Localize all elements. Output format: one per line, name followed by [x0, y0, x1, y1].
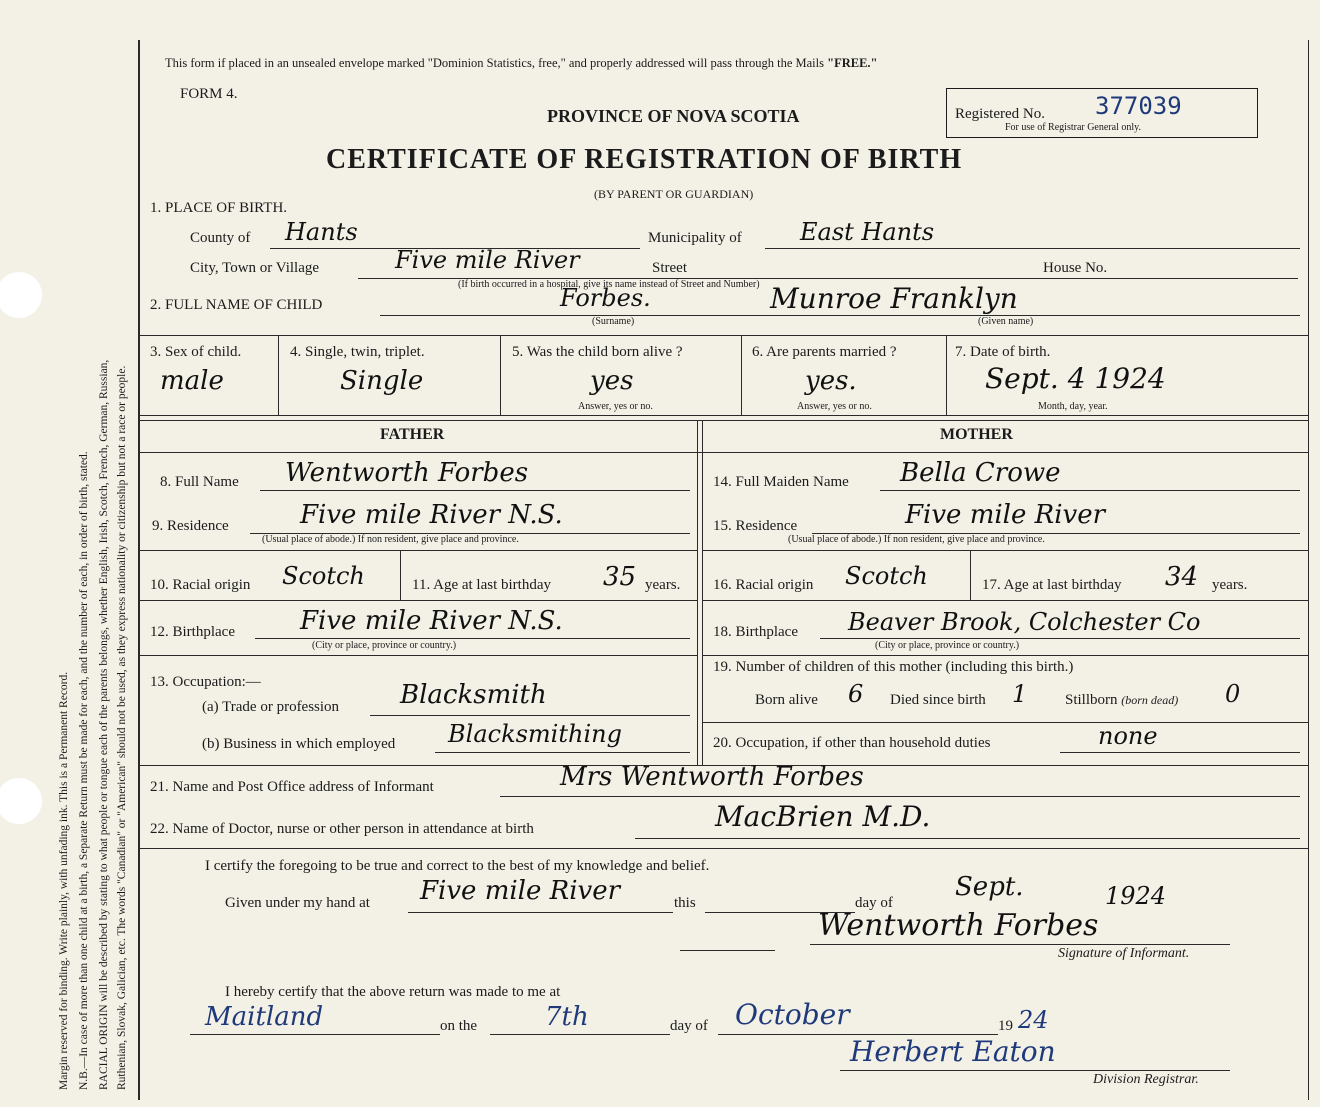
doctor-bottom-line — [140, 848, 1308, 849]
day-of-label: day of — [855, 895, 893, 911]
father-birthplace-value: Five mile River N.S. — [300, 606, 563, 636]
child-name-line — [380, 315, 1300, 316]
province-heading: PROVINCE OF NOVA SCOTIA — [547, 106, 800, 126]
mother-residence-value: Five mile River — [905, 500, 1106, 530]
father-business-value: Blacksmithing — [448, 720, 622, 748]
form-right-border — [1308, 40, 1309, 1100]
mother-children-line — [702, 722, 1308, 723]
row-line-2 — [140, 420, 1308, 421]
informant-line — [500, 796, 1300, 797]
married-value: yes. — [805, 366, 857, 396]
signature-caption: Signature of Informant. — [1058, 946, 1190, 961]
father-years-label: years. — [645, 577, 681, 593]
informant-signature: Wentworth Forbes — [818, 908, 1099, 943]
given-place-line — [408, 912, 673, 913]
alive-note: Answer, yes or no. — [578, 401, 653, 412]
given-place: Five mile River — [420, 876, 621, 906]
father-trade-value: Blacksmith — [400, 680, 547, 710]
registrar-statement: I hereby certify that the above return was made to me at — [225, 984, 561, 1000]
registered-label: Registered No. — [955, 106, 1045, 122]
registrar-day-line — [490, 1034, 670, 1035]
city-value: Five mile River — [395, 246, 580, 274]
sex-label: 3. Sex of child. — [150, 344, 242, 360]
city-label: City, Town or Village — [190, 260, 320, 276]
mother-occupation-label: 20. Occupation, if other than household duties — [713, 735, 991, 751]
mother-name-line — [880, 490, 1300, 491]
sidebar-line-4: Ruthenian, Slovak, Galician, etc. The words "Canadian" or "American" should not be used, as they express nationality or citizenship but not a race or people. — [116, 365, 128, 1090]
married-label: 6. Are parents married ? — [752, 344, 897, 360]
this-label: this — [674, 895, 696, 911]
mother-age-value: 34 — [1165, 562, 1199, 592]
mother-residence-label: 15. Residence — [713, 518, 798, 534]
dob-value: Sept. 4 1924 — [985, 362, 1166, 395]
punch-hole-top — [0, 272, 42, 318]
signature-line — [810, 944, 1230, 945]
given-year: 1924 — [1105, 882, 1167, 910]
informant-value: Mrs Wentworth Forbes — [560, 762, 864, 792]
child-surname: Forbes. — [560, 284, 651, 312]
mother-race-value: Scotch — [845, 562, 928, 590]
separator-line — [680, 950, 775, 951]
surname-note: (Surname) — [592, 316, 635, 327]
certificate-title: CERTIFICATE OF REGISTRATION OF BIRTH — [326, 144, 963, 175]
col-line-3 — [741, 335, 742, 415]
father-race-label: 10. Racial origin — [150, 577, 251, 593]
registrar-day: 7th — [545, 1002, 589, 1032]
given-label: Given under my hand at — [225, 895, 370, 911]
father-row-line-3 — [140, 655, 697, 656]
on-the-label: on the — [440, 1018, 478, 1034]
col-line-4 — [946, 335, 947, 415]
father-row-line-1 — [140, 550, 697, 551]
multiple-label: 4. Single, twin, triplet. — [290, 344, 425, 360]
doctor-value: MacBrien M.D. — [715, 800, 931, 833]
doctor-label: 22. Name of Doctor, nurse or other person in attendance at birth — [150, 821, 534, 837]
father-name-label: 8. Full Name — [160, 474, 239, 490]
sex-value: male — [160, 366, 224, 396]
father-trade-line — [370, 715, 690, 716]
certificate-subtitle: (BY PARENT OR GUARDIAN) — [594, 187, 754, 201]
married-note: Answer, yes or no. — [797, 401, 872, 412]
col-line-1 — [278, 335, 279, 415]
multiple-value: Single — [340, 366, 424, 396]
registrar-year-prefix: 19 — [998, 1018, 1013, 1034]
form-left-border — [138, 40, 140, 1100]
mother-birthplace-line — [820, 638, 1300, 639]
died-value: 1 — [1012, 680, 1028, 708]
center-divider-right — [702, 420, 703, 765]
father-name-value: Wentworth Forbes — [285, 458, 529, 488]
father-race-value: Scotch — [282, 562, 365, 590]
mother-row-line-1 — [702, 550, 1308, 551]
father-occupation-label: 13. Occupation:— — [150, 674, 261, 690]
registrar-place-line — [190, 1034, 440, 1035]
child-given-name: Munroe Franklyn — [770, 282, 1018, 315]
father-row-line-2 — [140, 600, 697, 601]
mother-birthplace-note: (City or place, province or country.) — [875, 640, 1020, 651]
registrar-year: 24 — [1018, 1006, 1049, 1034]
father-birthplace-note: (City or place, province or country.) — [312, 640, 457, 651]
father-residence-note: (Usual place of abode.) If non resident, give place and province. — [262, 534, 519, 545]
alive-label: 5. Was the child born alive ? — [512, 344, 683, 360]
registrar-place: Maitland — [205, 1002, 324, 1032]
center-divider-left — [697, 420, 698, 765]
registrar-month: October — [735, 998, 850, 1031]
col-line-2 — [500, 335, 501, 415]
father-business-line — [435, 752, 690, 753]
mother-name-value: Bella Crowe — [900, 458, 1061, 488]
municipality-label: Municipality of — [648, 230, 742, 246]
sidebar-line-1: Margin reserved for binding. Write plainly, with unfading ink. This is a Permanent Record. — [58, 671, 70, 1090]
mother-occupation-line — [1060, 752, 1300, 753]
father-trade-label: (a) Trade or profession — [202, 699, 340, 715]
father-birthplace-label: 12. Birthplace — [150, 624, 235, 640]
dob-label: 7. Date of birth. — [955, 344, 1051, 360]
mother-birthplace-value: Beaver Brook, Colchester Co — [848, 608, 1201, 636]
registrar-title: Division Registrar. — [1093, 1072, 1199, 1087]
sidebar-line-3: RACIAL ORIGIN will be described by stating to what people or tongue each of the parents belongs, whether English, Irish, Scotch, French, German, Russian, — [98, 359, 110, 1090]
registered-number: 377039 — [1095, 92, 1182, 120]
dob-note: Month, day, year. — [1038, 401, 1108, 412]
mother-heading: MOTHER — [940, 426, 1013, 443]
father-name-line — [260, 490, 690, 491]
father-heading: FATHER — [380, 426, 445, 443]
mother-row-line-3 — [702, 655, 1308, 656]
registrar-signature: Herbert Eaton — [850, 1035, 1056, 1068]
mother-residence-note: (Usual place of abode.) If non resident, give place and province. — [788, 534, 1045, 545]
father-residence-label: 9. Residence — [152, 518, 229, 534]
sidebar-line-2: N.B.—In case of more than one child at a birth, a Separate Return must be made for each, and the number of each, in order of birth, stated. — [78, 451, 90, 1090]
stillborn-label: Stillborn (born dead) — [1065, 692, 1179, 708]
father-birthplace-line — [255, 638, 690, 639]
county-value: Hants — [285, 218, 358, 246]
form-number: FORM 4. — [180, 86, 238, 102]
house-label: House No. — [1043, 260, 1108, 276]
alive-value: yes — [590, 366, 634, 396]
father-business-label: (b) Business in which employed — [202, 736, 396, 752]
municipality-line — [765, 248, 1300, 249]
born-alive-value: 6 — [848, 680, 864, 708]
died-label: Died since birth — [890, 692, 986, 708]
father-race-divider — [400, 550, 401, 600]
given-month: Sept. — [955, 872, 1024, 902]
child-name-label: 2. FULL NAME OF CHILD — [150, 297, 323, 313]
doctor-line — [635, 838, 1300, 839]
father-age-label: 11. Age at last birthday — [412, 577, 551, 593]
mother-name-label: 14. Full Maiden Name — [713, 474, 849, 490]
mother-race-label: 16. Racial origin — [713, 577, 814, 593]
mother-children-label: 19. Number of children of this mother (including this birth.) — [713, 659, 1074, 675]
municipality-value: East Hants — [800, 218, 935, 246]
father-residence-value: Five mile River N.S. — [300, 500, 563, 530]
born-alive-label: Born alive — [755, 692, 818, 708]
row-line-1 — [140, 415, 1308, 416]
registrar-signature-line — [840, 1070, 1230, 1071]
punch-hole-bottom — [0, 778, 42, 824]
mother-occupation-value: none — [1098, 722, 1158, 750]
mother-years-label: years. — [1212, 577, 1248, 593]
registered-note: For use of Registrar General only. — [1005, 122, 1141, 133]
mother-birthplace-label: 18. Birthplace — [713, 624, 798, 640]
certify-statement: I certify the foregoing to be true and correct to the best of my knowledge and belief. — [205, 858, 710, 874]
mother-age-label: 17. Age at last birthday — [982, 577, 1122, 593]
mother-row-line-2 — [702, 600, 1308, 601]
mother-race-divider — [970, 550, 971, 600]
street-note: (If birth occurred in a hospital, give its name instead of Street and Number) — [458, 279, 760, 290]
street-label: Street — [652, 260, 687, 276]
father-age-value: 35 — [603, 562, 637, 592]
table-top-line — [140, 335, 1308, 336]
heading-underline — [140, 452, 1308, 453]
informant-label: 21. Name and Post Office address of Informant — [150, 779, 434, 795]
stillborn-value: 0 — [1225, 680, 1241, 708]
registrar-day-of-label: day of — [670, 1018, 708, 1034]
county-label: County of — [190, 230, 251, 246]
mail-notice: This form if placed in an unsealed envelope marked "Dominion Statistics, free," and properly addressed will pass through the Mails "FREE." — [165, 56, 878, 70]
place-heading: 1. PLACE OF BIRTH. — [150, 200, 288, 216]
given-name-note: (Given name) — [978, 316, 1034, 327]
